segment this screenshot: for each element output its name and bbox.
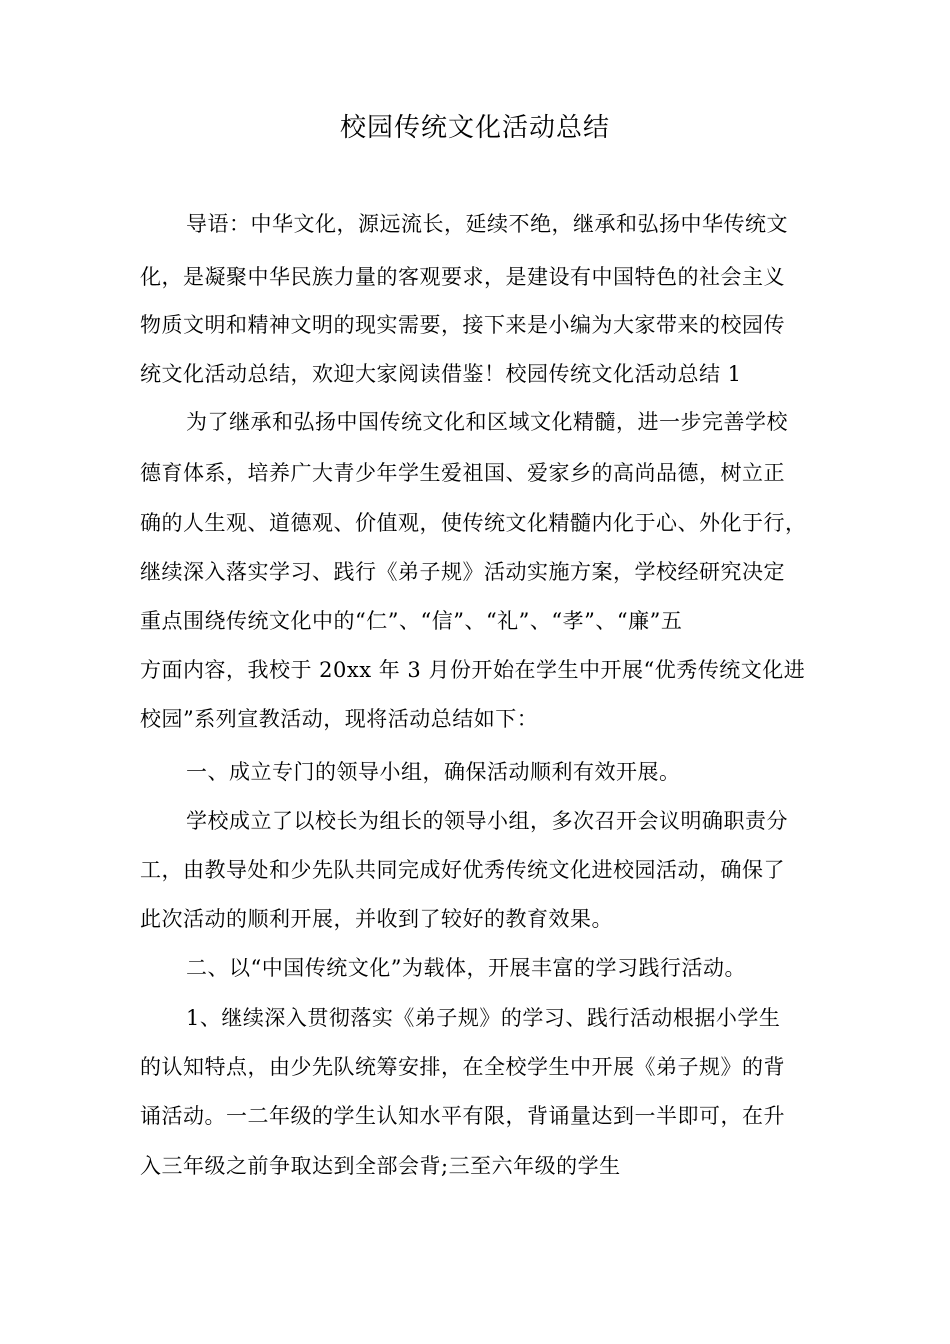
paragraph-line: 继续深入落实学习、践行《弟子规》活动实施方案，学校经研究决定 [140, 560, 785, 584]
paragraph-line: 化，是凝聚中华民族力量的客观要求，是建设有中国特色的社会主义 [140, 265, 785, 289]
section-heading: 二、以“中国传统文化”为载体，开展丰富的学习践行活动。 [186, 956, 746, 980]
paragraph-line: 学校成立了以校长为组长的领导小组，多次召开会议明确职责分 [186, 809, 788, 833]
paragraph-line: 的认知特点，由少先队统筹安排，在全校学生中开展《弟子规》的背 [140, 1055, 785, 1079]
paragraph-line: 工，由教导处和少先队共同完成好优秀传统文化进校园活动，确保了 [140, 858, 785, 882]
paragraph-line: 物质文明和精神文明的现实需要，接下来是小编为大家带来的校园传 [140, 313, 785, 337]
paragraph-line: 入三年级之前争取达到全部会背;三至六年级的学生 [140, 1154, 621, 1178]
paragraph-line: 方面内容，我校于 20xx 年 3 月份开始在学生中开展“优秀传统文化进 [140, 658, 806, 682]
document-title: 校园传统文化活动总结 [339, 113, 610, 143]
paragraph-line: 此次活动的顺利开展，并收到了较好的教育效果。 [140, 907, 613, 931]
paragraph-line: 校园”系列宣教活动，现将活动总结如下： [140, 707, 539, 731]
paragraph-line: 导语：中华文化，源远流长，延续不绝，继承和弘扬中华传统文 [186, 212, 788, 236]
paragraph-line: 为了继承和弘扬中国传统文化和区域文化精髓，进一步完善学校 [186, 410, 788, 434]
paragraph-line: 1、继续深入贯彻落实《弟子规》的学习、践行活动根据小学生 [186, 1006, 781, 1030]
paragraph-line: 统文化活动总结，欢迎大家阅读借鉴！校园传统文化活动总结 1 [140, 362, 742, 386]
paragraph-line: 德育体系，培养广大青少年学生爱祖国、爱家乡的高尚品德，树立正 [140, 461, 785, 485]
paragraph-line: 确的人生观、道德观、价值观，使传统文化精髓内化于心、外化于行， [140, 511, 807, 535]
paragraph-line: 诵活动。一二年级的学生认知水平有限，背诵量达到一半即可，在升 [140, 1104, 785, 1128]
section-heading: 一、成立专门的领导小组，确保活动顺利有效开展。 [186, 760, 681, 784]
paragraph-line: 重点围绕传统文化中的“仁”、“信”、“礼”、“孝”、“廉”五 [140, 609, 683, 633]
